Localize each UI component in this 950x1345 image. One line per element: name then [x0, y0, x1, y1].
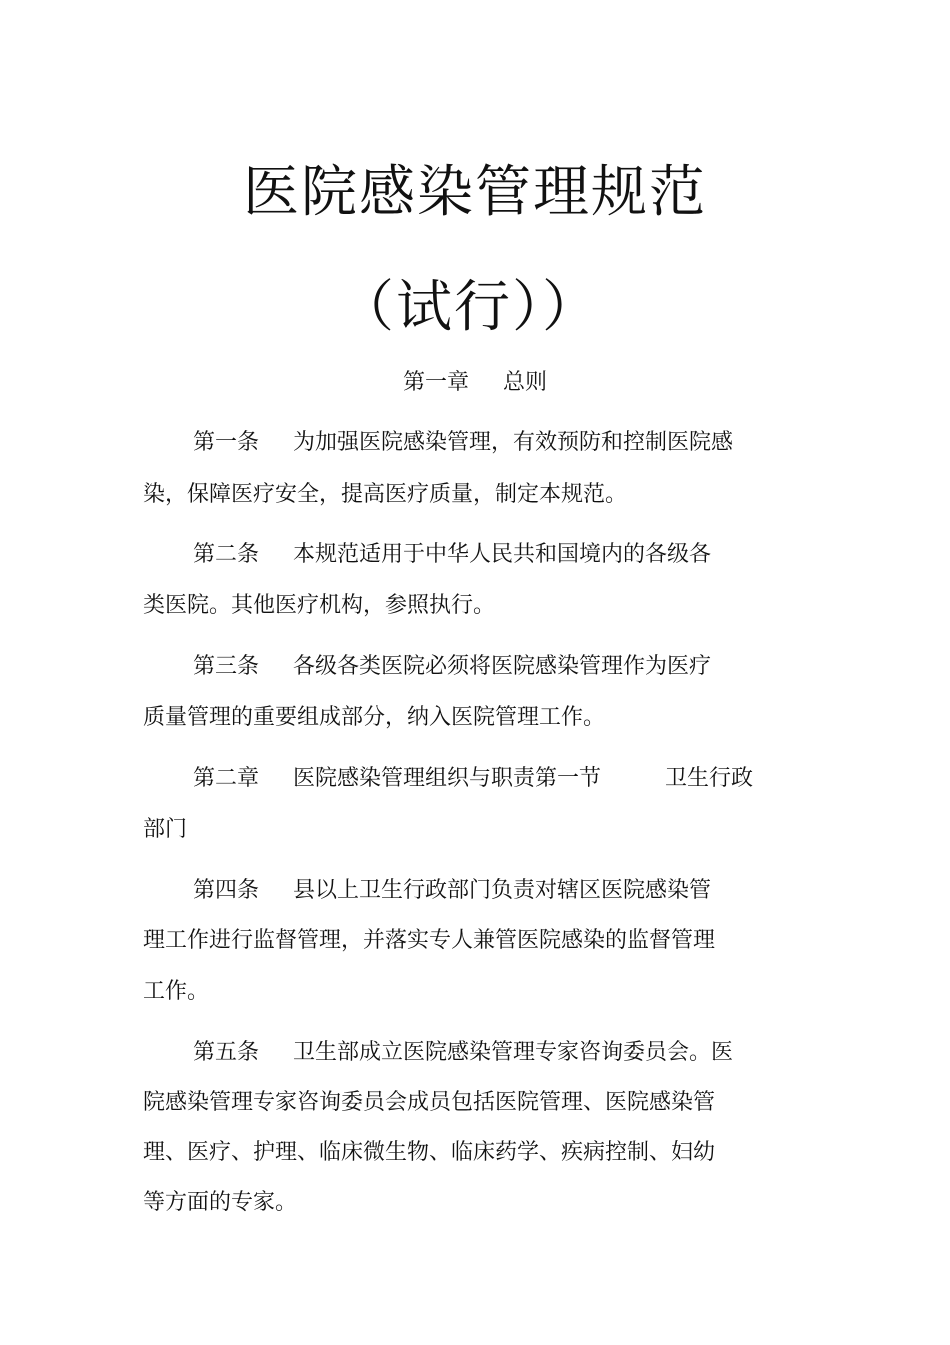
article-4-label: 第四条	[193, 878, 260, 903]
article-3-text-1: 各级各类医院必须将医院感染管理作为医疗	[293, 654, 712, 679]
article-2-text-1: 本规范适用于中华人民共和国境内的各级各	[293, 542, 712, 567]
article-1-line-1	[193, 428, 733, 458]
article-2-line-2: 类医院。其他医疗机构，参照执行。	[143, 593, 496, 618]
chapter-2-section: 卫生行政	[665, 766, 754, 791]
chapter-1-name: 总则	[503, 370, 548, 395]
article-3-label: 第三条	[193, 654, 260, 679]
article-3-line-2: 质量管理的重要组成部分，纳入医院管理工作。	[143, 705, 606, 730]
chapter-2-label: 第二章	[193, 766, 260, 791]
article-5-line-2: 院感染管理专家咨询委员会成员包括医院管理、医院感染管	[143, 1090, 716, 1115]
article-1-label: 第一条	[193, 430, 260, 455]
chapter-2-name: 医院感染管理组织与职责第一节	[293, 766, 602, 791]
article-4-line-2: 理工作进行监督管理，并落实专人兼管医院感染的监督管理	[143, 928, 716, 953]
chapter-2-heading	[193, 764, 753, 794]
article-3-line-1	[193, 652, 711, 682]
chapter-2-section-cont: 部门	[143, 817, 188, 842]
chapter-1-label: 第一章	[402, 370, 469, 395]
article-5-text-1: 卫生部成立医院感染管理专家咨询委员会。医	[293, 1040, 734, 1065]
article-5-label: 第五条	[193, 1040, 260, 1065]
article-5-line-4: 等方面的专家。	[143, 1190, 298, 1215]
article-4-line-3: 工作。	[143, 979, 210, 1004]
article-1-line-2: 染，保障医疗安全，提高医疗质量，制定本规范。	[143, 482, 628, 507]
document-title: 医院感染管理规范	[243, 160, 707, 225]
article-5-line-3: 理、医疗、护理、临床微生物、临床药学、疾病控制、妇幼	[143, 1140, 716, 1165]
document-subtitle: （试行））	[338, 275, 600, 340]
article-4-line-1	[193, 876, 711, 906]
article-4-text-1: 县以上卫生行政部门负责对辖区医院感染管	[293, 878, 712, 903]
article-1-text-1: 为加强医院感染管理，有效预防和控制医院感	[293, 430, 734, 455]
chapter-1-heading	[0, 368, 950, 398]
article-5-line-1	[193, 1038, 733, 1068]
article-2-line-1	[193, 540, 711, 570]
article-2-label: 第二条	[193, 542, 260, 567]
